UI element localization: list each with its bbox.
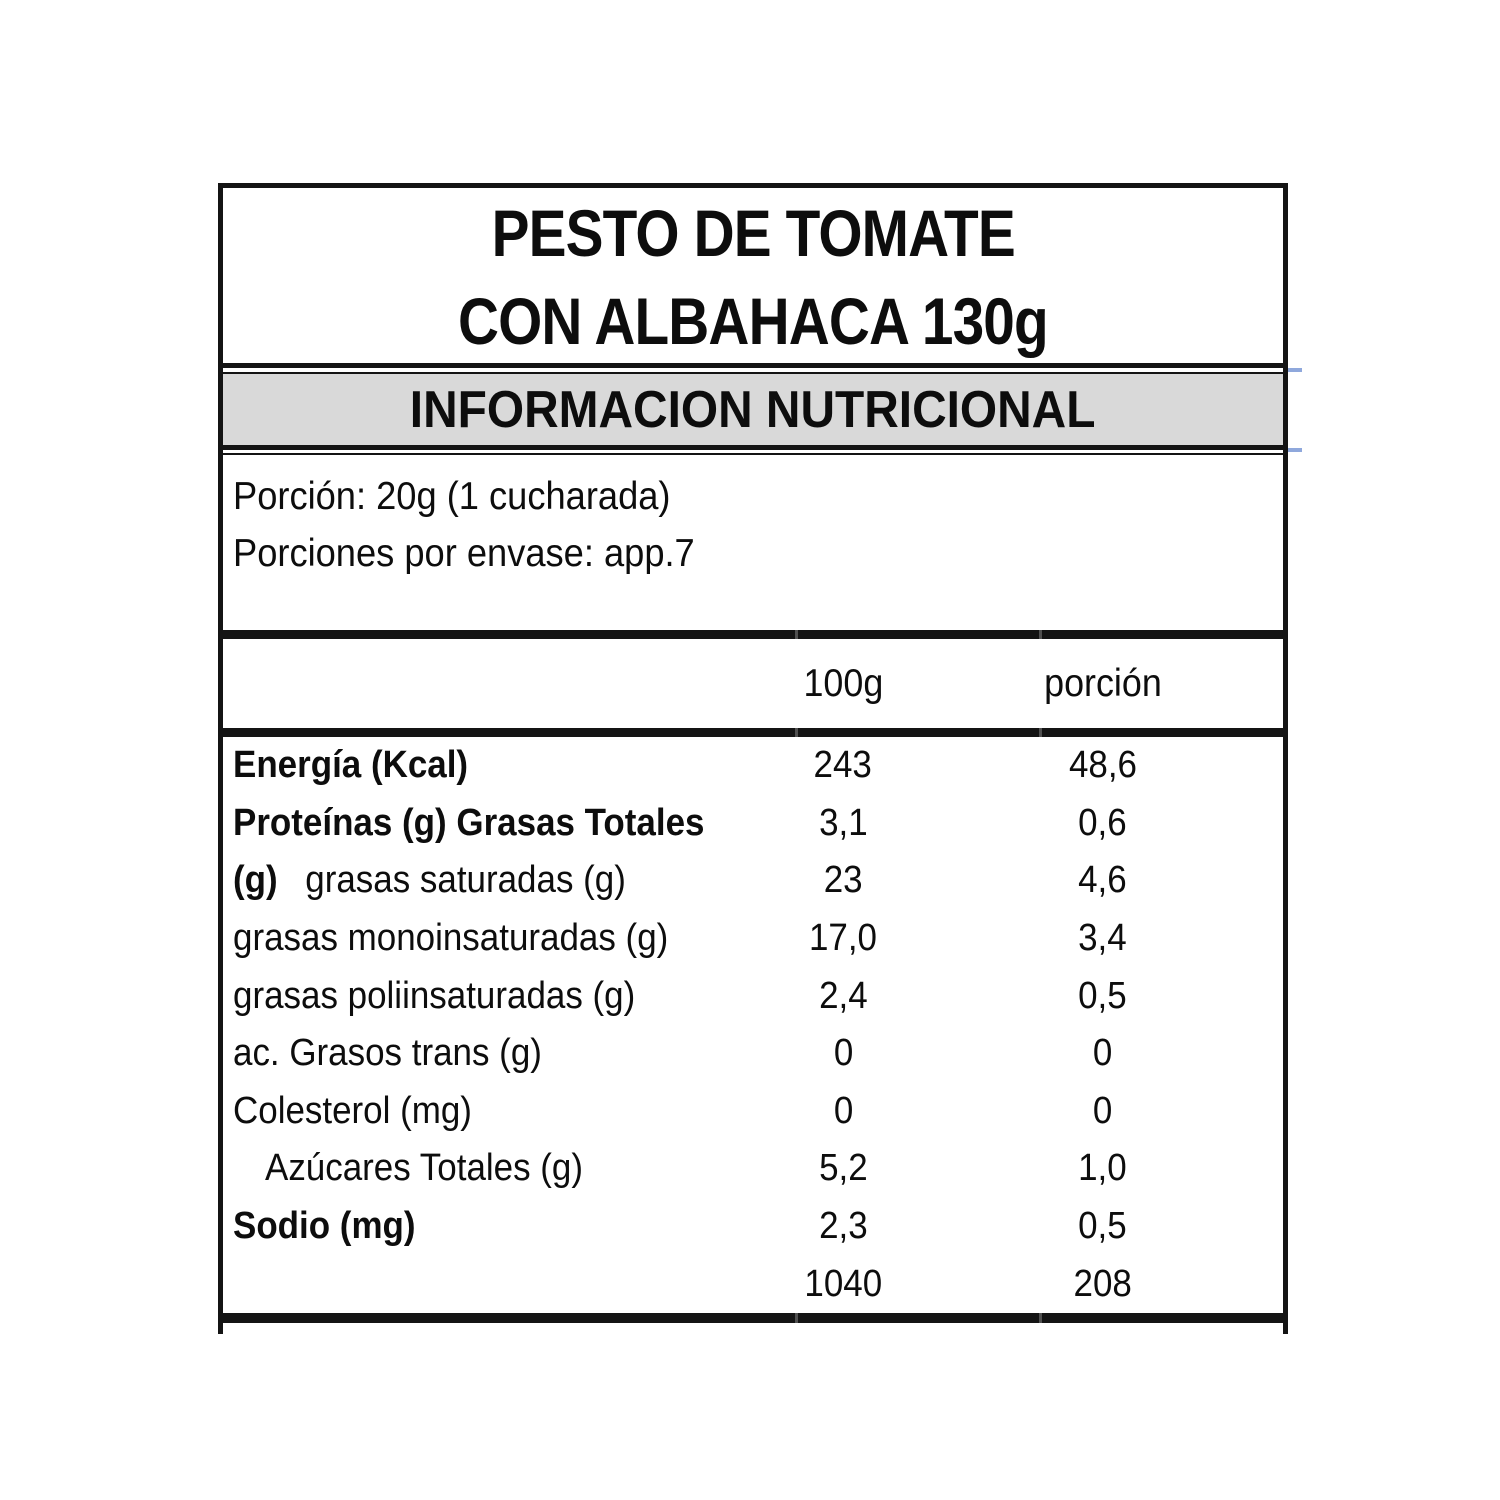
product-title-line1-text: PESTO DE TOMATE <box>491 196 1015 270</box>
nutrient-row-label-text: Sodio (mg) <box>233 1205 416 1248</box>
product-title-line2 <box>223 286 1283 356</box>
nutrient-value-portion: 0,5 <box>1078 974 1128 1017</box>
divider-serving-bottom <box>223 630 1283 639</box>
nutrient-row <box>223 1140 1283 1198</box>
border-stub-left <box>218 1323 223 1334</box>
product-title-line1 <box>223 198 1283 268</box>
blue-tick-top <box>1288 368 1302 372</box>
column-header-row <box>223 639 1283 728</box>
border-stub-right <box>1283 1323 1288 1334</box>
nutrition-band-title: INFORMACION NUTRICIONAL <box>410 380 1096 439</box>
nutrient-row <box>223 1083 1283 1141</box>
serving-portion: Porción: 20g (1 cucharada) <box>233 475 671 518</box>
column-header-100g <box>711 639 976 728</box>
nutrient-value-portion: 3,4 <box>1078 917 1128 960</box>
nutrient-row-label <box>223 744 711 787</box>
nutrient-row-label-bold-prefix: (g) <box>233 859 278 902</box>
nutrient-row-label <box>223 1263 711 1306</box>
nutrient-row-label-text: Proteínas (g) Grasas Totales <box>233 801 705 844</box>
nutrient-row-label-text: grasas saturadas (g) <box>305 859 626 902</box>
nutrient-row-label <box>223 802 711 845</box>
nutrient-value-100g: 1040 <box>804 1262 882 1305</box>
nutrient-row-label <box>223 1147 711 1190</box>
nutrient-row-label-text: ac. Grasos trans (g) <box>233 1032 542 1075</box>
serving-info <box>233 468 1273 582</box>
nutrient-rows <box>223 737 1283 1313</box>
nutrient-value-portion: 0 <box>1093 1032 1113 1075</box>
nutrient-row-label <box>223 1205 711 1248</box>
blue-tick-bottom <box>1288 448 1302 452</box>
divider-title-bottom <box>223 363 1283 368</box>
nutrient-value-100g: 2,3 <box>818 1205 868 1248</box>
cell-divider-notch <box>1039 1313 1042 1323</box>
nutrient-value-portion: 0,5 <box>1078 1205 1128 1248</box>
nutrient-value-100g: 5,2 <box>818 1147 868 1190</box>
nutrient-value-100g: 243 <box>813 744 873 787</box>
cell-divider-notch <box>1039 728 1042 737</box>
nutrient-row-label <box>223 1090 711 1133</box>
nutrient-value-100g: 17,0 <box>809 917 878 960</box>
nutrient-row <box>223 852 1283 910</box>
nutrient-row-label <box>223 975 711 1018</box>
divider-header-bottom <box>223 728 1283 737</box>
nutrient-row-label-text: Colesterol (mg) <box>233 1089 472 1132</box>
nutrient-row <box>223 737 1283 795</box>
nutrient-row-label <box>223 1032 711 1075</box>
cell-divider-notch <box>795 1313 798 1323</box>
nutrient-row <box>223 967 1283 1025</box>
nutrient-value-portion: 4,6 <box>1078 859 1128 902</box>
nutrient-row <box>223 795 1283 853</box>
product-title-line2-text: CON ALBAHACA 130g <box>458 284 1048 358</box>
column-header-portion-text: porción <box>1043 661 1162 705</box>
divider-table-bottom <box>223 1313 1283 1323</box>
nutrient-value-portion: 1,0 <box>1078 1147 1128 1190</box>
nutrient-row-label <box>223 859 711 902</box>
column-header-portion <box>976 639 1230 728</box>
nutrient-row <box>223 1255 1283 1313</box>
nutrient-value-100g: 23 <box>823 859 863 902</box>
nutrient-row-label-text: Energía (Kcal) <box>233 744 469 787</box>
nutrition-band <box>223 372 1283 450</box>
nutrient-value-portion: 48,6 <box>1068 744 1137 787</box>
cell-divider-notch <box>1039 630 1042 639</box>
serving-per-container: Porciones por envase: app.7 <box>233 532 695 575</box>
nutrient-value-100g: 3,1 <box>818 801 868 844</box>
nutrient-value-portion: 208 <box>1073 1262 1132 1305</box>
nutrient-row-label <box>223 917 711 960</box>
nutrient-value-portion: 0,6 <box>1078 801 1128 844</box>
nutrient-row-label-text: grasas poliinsaturadas (g) <box>233 974 636 1017</box>
nutrition-label <box>218 183 1288 1323</box>
nutrient-value-100g: 0 <box>833 1032 853 1075</box>
divider-band-bottom <box>223 453 1283 455</box>
nutrient-value-100g: 2,4 <box>818 974 868 1017</box>
nutrient-value-100g: 0 <box>833 1089 853 1132</box>
nutrient-row <box>223 1025 1283 1083</box>
column-header-100g-text: 100g <box>803 661 883 705</box>
cell-divider-notch <box>795 728 798 737</box>
nutrient-row <box>223 910 1283 968</box>
nutrient-row-label-text: Azúcares Totales (g) <box>265 1147 584 1190</box>
cell-divider-notch <box>795 630 798 639</box>
nutrient-value-portion: 0 <box>1093 1089 1113 1132</box>
nutrient-row <box>223 1198 1283 1256</box>
nutrient-row-label-text: grasas monoinsaturadas (g) <box>233 917 669 960</box>
